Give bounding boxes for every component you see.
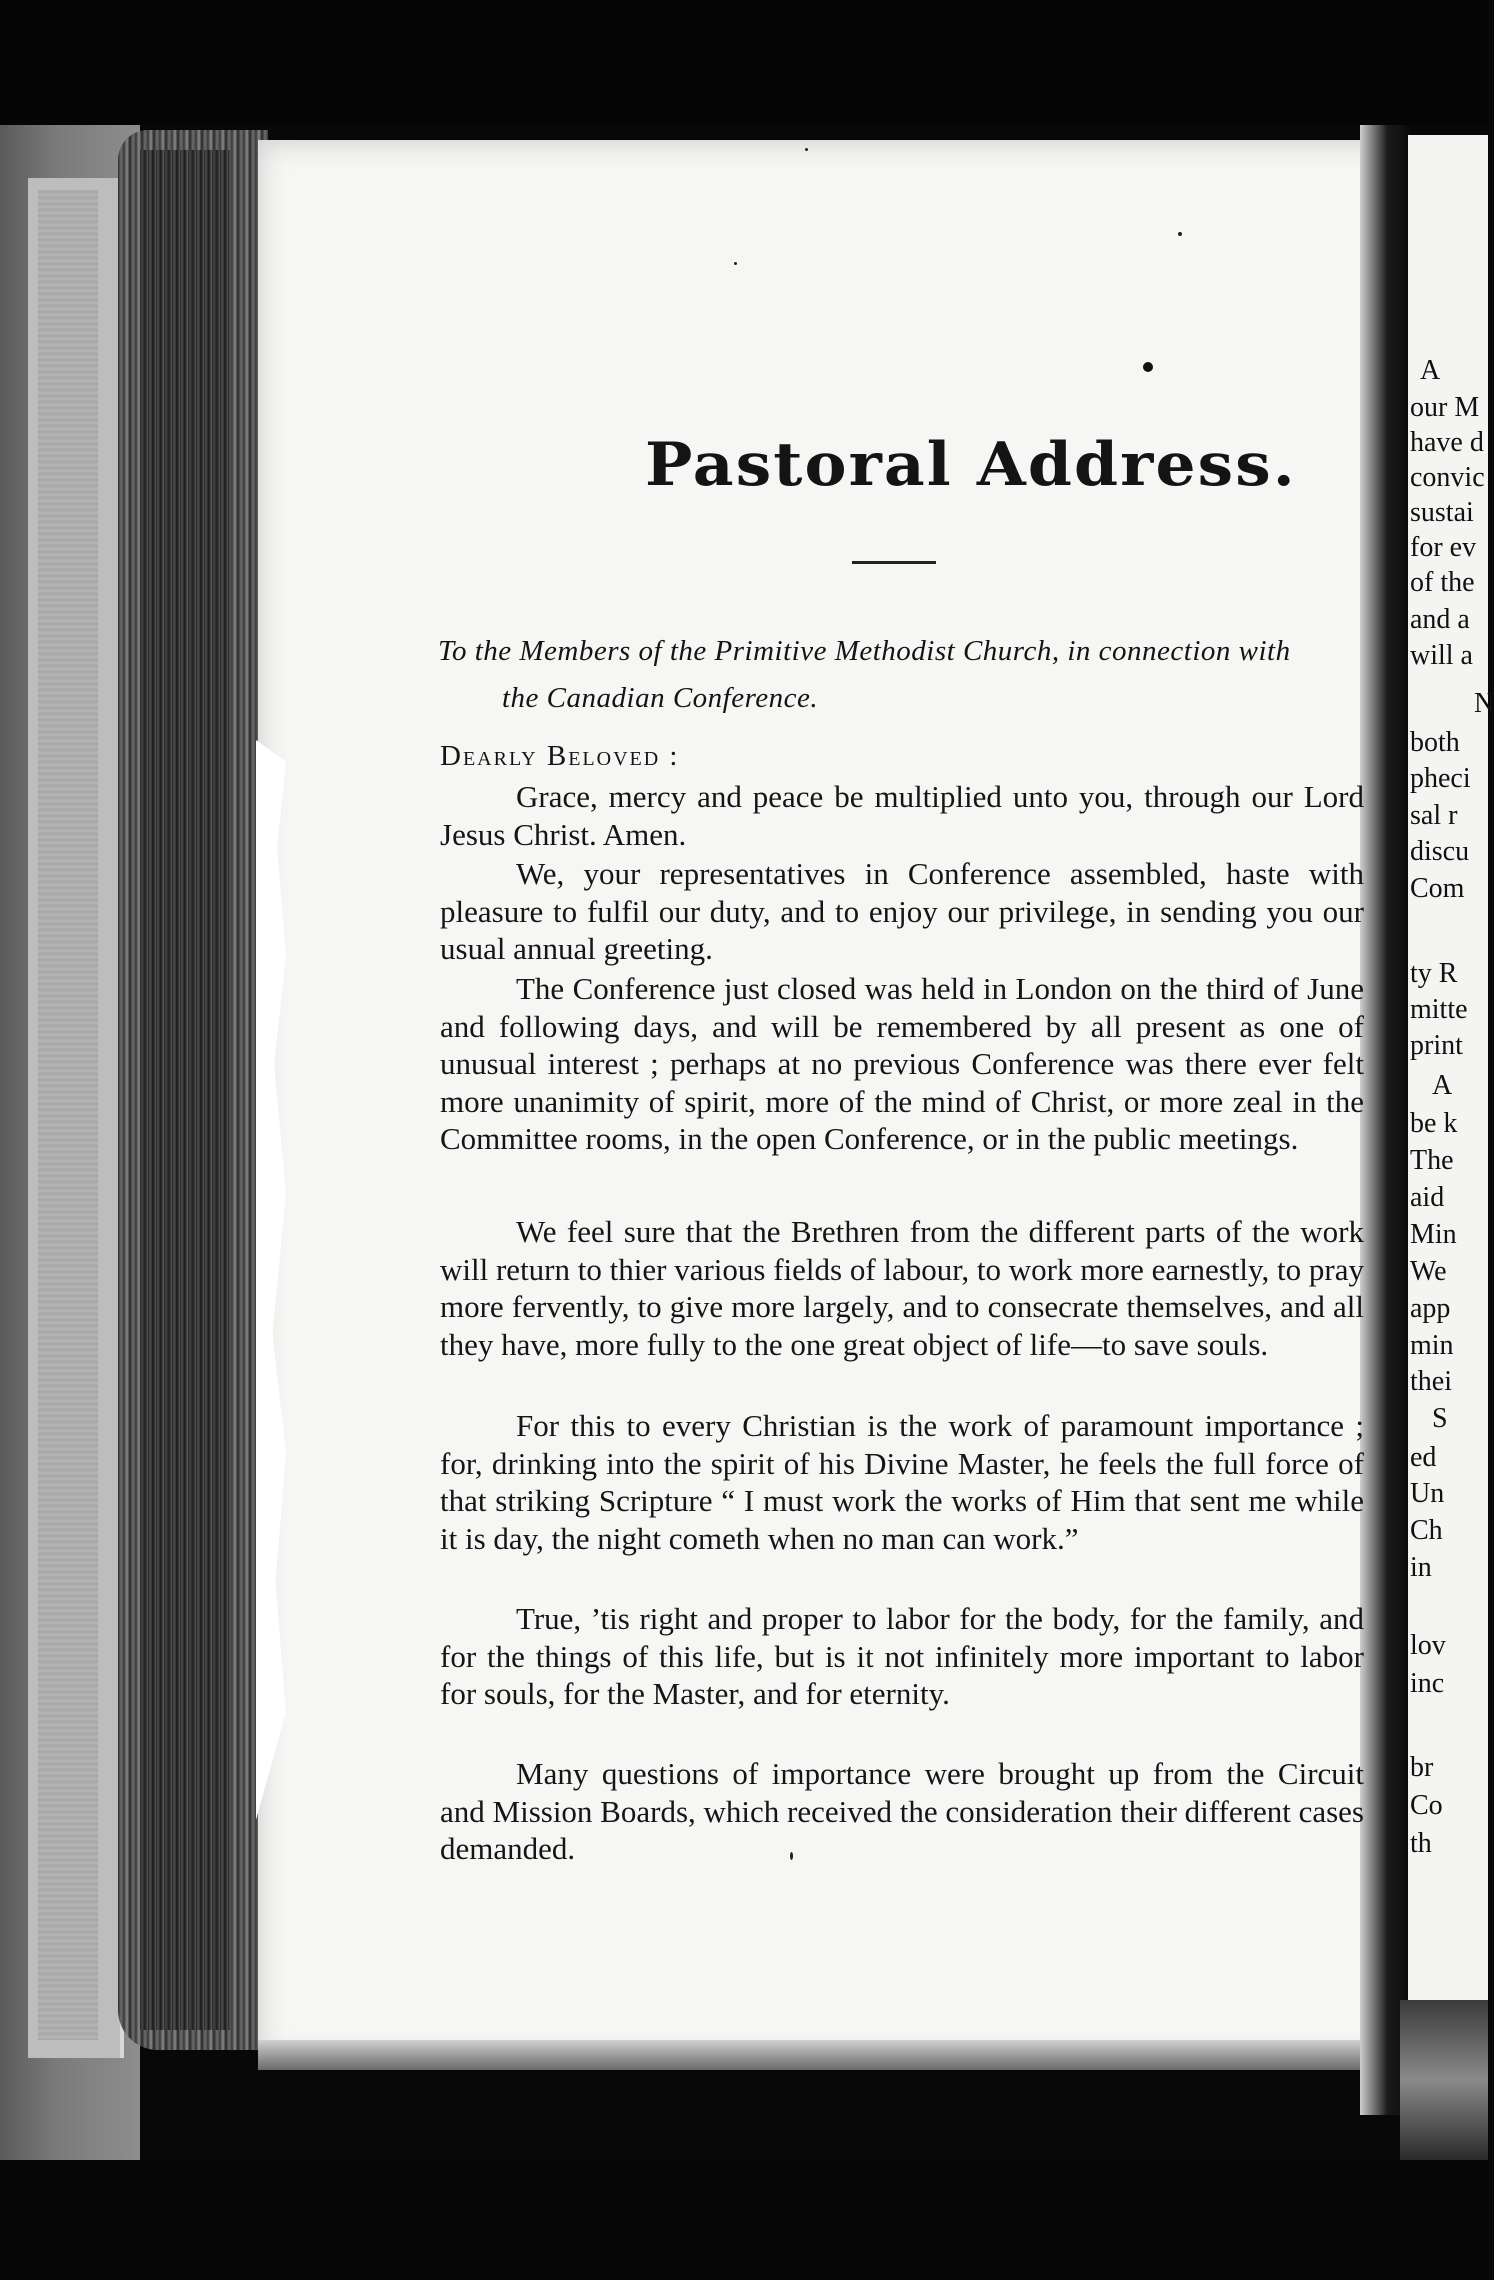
- paragraph: [440, 970, 1364, 1158]
- facing-text: our M: [1410, 392, 1480, 423]
- facing-text: convic: [1410, 462, 1485, 493]
- book-spine-bottom: [1400, 2000, 1488, 2160]
- paper-speck: [805, 148, 808, 151]
- paragraph-text: Grace, mercy and peace be multiplied unto you, through our Lord Jesus Christ. Amen.: [440, 779, 1364, 852]
- facing-text: A: [1432, 1070, 1453, 1101]
- facing-text: inc: [1410, 1668, 1445, 1699]
- facing-text: Un: [1410, 1478, 1445, 1509]
- facing-text: have d: [1410, 427, 1484, 458]
- paragraph-text: Many questions of importance were brought up from the Circuit and Mission Boards, which received the consideration their different cases demanded.: [440, 1756, 1364, 1866]
- address-line: the Canadian Conference.: [502, 682, 819, 714]
- paragraph: [440, 1755, 1364, 1868]
- facing-text: both: [1410, 727, 1460, 758]
- facing-text: Ch: [1410, 1515, 1443, 1546]
- facing-text: mitte: [1410, 994, 1468, 1025]
- facing-text: for ev: [1410, 532, 1477, 563]
- facing-text: ed: [1410, 1442, 1437, 1473]
- paragraph: [440, 1407, 1364, 1557]
- book-gutter: [1360, 125, 1410, 2115]
- facing-text: lov: [1410, 1630, 1446, 1661]
- address-line: To the Members of the Primitive Methodist Church, in connection with: [438, 635, 1291, 667]
- paragraph-text: We feel sure that the Brethren from the different parts of the work will return to thier various fields of labour, to work more earnestly, to pray more fervently, to give more largely, and to consecrate themselves, and all they have, more fully to the one great object of life—to save souls.: [440, 1214, 1364, 1362]
- title-rule: [852, 561, 936, 564]
- page-block-shadow: [140, 150, 230, 2030]
- facing-text: We: [1410, 1256, 1447, 1287]
- facing-text: pheci: [1410, 763, 1471, 794]
- facing-text: Min: [1410, 1219, 1457, 1250]
- paragraph-text: True, ’tis right and proper to labor for the body, for the family, and for the things of this life, but is it not infinitely more important to labor for souls, for the Master, and for eternity.: [440, 1601, 1364, 1711]
- paragraph-text: The Conference just closed was held in London on the third of June and following days, and will be remembered by all present as one of unusual interest ; perhaps at no previous Conference was there ever felt more unanimity of spirit, more of the mind of Christ, or more zeal in the Committee rooms, in the open Conference, or in the public meetings.: [440, 971, 1364, 1156]
- facing-text: of the: [1410, 567, 1475, 598]
- facing-text: min: [1410, 1330, 1454, 1361]
- paper-speck: [734, 262, 737, 265]
- greeting: Dearly Beloved :: [440, 740, 680, 772]
- facing-text: discu: [1410, 836, 1470, 867]
- paragraph-text: For this to every Christian is the work of paramount importance ; for, drinking into the spirit of his Divine Master, he feels the full force of that striking Scripture “ I must work the works of Him that sent me while it is day, the night cometh when no man can work.”: [440, 1408, 1364, 1556]
- paragraph: [440, 778, 1364, 853]
- page-title: Pastoral Address.: [645, 430, 1297, 500]
- paragraph: [440, 1213, 1364, 1363]
- facing-text: app: [1410, 1293, 1451, 1324]
- scanner-background-bottom: [0, 2160, 1488, 2280]
- facing-text: A: [1420, 355, 1441, 386]
- paragraph: [440, 1600, 1364, 1713]
- facing-text: thei: [1410, 1366, 1452, 1397]
- facing-text: S: [1432, 1403, 1448, 1434]
- facing-text: in: [1410, 1552, 1432, 1583]
- facing-text: ty R: [1410, 958, 1458, 989]
- facing-text: and a: [1410, 604, 1470, 635]
- facing-text: Com: [1410, 873, 1465, 904]
- ink-mark: [1143, 362, 1153, 372]
- facing-text: aid: [1410, 1182, 1445, 1213]
- facing-text: sal r: [1410, 800, 1458, 831]
- paper-speck: [1178, 232, 1182, 236]
- facing-text: Co: [1410, 1790, 1443, 1821]
- scanner-background-top: [0, 0, 1488, 125]
- paragraph-text: We, your representatives in Conference assembled, haste with pleasure to fulfil our duty, and to enjoy our privilege, in sending you our usual annual greeting.: [440, 856, 1364, 966]
- facing-text: be k: [1410, 1108, 1458, 1139]
- facing-text: will a: [1410, 640, 1473, 671]
- facing-text: br: [1410, 1752, 1434, 1783]
- facing-text: th: [1410, 1828, 1432, 1859]
- facing-text: print: [1410, 1030, 1463, 1061]
- facing-text: sustai: [1410, 497, 1474, 528]
- paragraph: [440, 855, 1364, 968]
- cover-cloth-texture: [38, 190, 98, 2040]
- page-lower-edge: [258, 2040, 1410, 2070]
- facing-text: The: [1410, 1145, 1454, 1176]
- facing-text: N: [1474, 688, 1494, 719]
